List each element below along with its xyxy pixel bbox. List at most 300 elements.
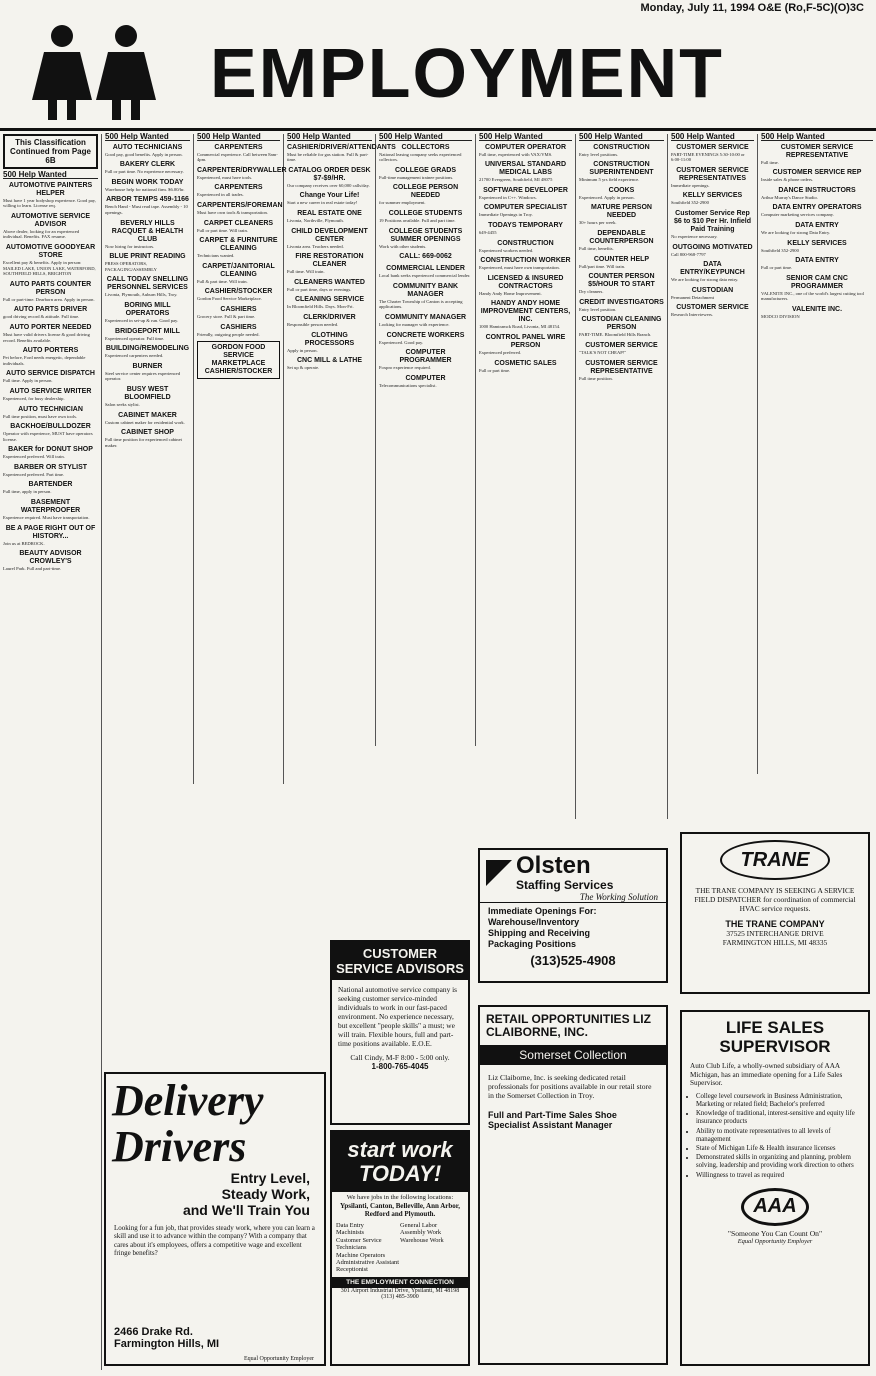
csa-contact: Call Cindy, M-F 8:00 - 5:00 only.: [350, 1053, 450, 1062]
classified-ad: [671, 287, 754, 301]
life-slogan: "Someone You Can Count On": [727, 1228, 823, 1238]
ad-text: Must have own tools & transportation.: [197, 209, 268, 215]
column-5: [376, 134, 476, 746]
ad-title: CLERK/DRIVER: [303, 313, 356, 321]
ad-title: DATA ENTRY: [795, 257, 839, 265]
classified-ad: [579, 204, 664, 226]
ad-title: DATA ENTRY OPERATORS: [772, 204, 862, 212]
ad-list: [479, 144, 572, 374]
ad-title: Change Your Life!: [299, 192, 360, 200]
ad-list: [379, 144, 472, 389]
ad-text: Experienced carpenters needed.: [105, 353, 164, 359]
ad-title: COUNTER HELP: [593, 255, 650, 263]
ad-title: BEVERLY HILLS RACQUET & HEALTH CLUB: [111, 219, 184, 243]
ad-text: Telecommunications specialist.: [379, 382, 437, 388]
trane-name: THE TRANE COMPANY: [725, 919, 825, 929]
ad-title: ARBOR TEMPS 459-1166: [106, 196, 189, 204]
masthead-title: EMPLOYMENT: [210, 34, 724, 112]
classified-ad: [671, 244, 754, 258]
classified-ad: [761, 144, 873, 166]
classified-ad: [105, 253, 190, 272]
classified-ad: [197, 324, 280, 338]
ad-title: HANDY ANDY HOME IMPROVEMENT CENTERS, INC.: [480, 300, 571, 324]
ad-title: SOFTWARE DEVELOPER: [483, 186, 568, 194]
list-item: • Ability to motivate representatives to all levels of management: [696, 1128, 860, 1144]
ad-title: CARPENTERS: [214, 143, 263, 151]
ad-text: Warehouse help for national firm. $6.00/hr.: [105, 186, 185, 192]
ad-text: Work with other students.: [379, 243, 427, 249]
ad-text: Experienced preferred. Will train.: [3, 454, 65, 460]
column-heading: 500 Help Wanted: [3, 172, 98, 179]
ad-text: Steel service center requires experienced operator.: [105, 370, 180, 382]
ad-text: VALENITE INC., one of the world's largest cutting tool manufacturers.: [761, 290, 864, 302]
ad-text: Experienced workers needed.: [479, 247, 534, 253]
classified-ad: [105, 276, 190, 298]
section-header: [0, 0, 876, 132]
ad-text: Full or part time. No experience necessary.: [105, 169, 184, 175]
ad-text: Livonia area. Teachers needed.: [287, 243, 344, 249]
ad-text: Full & part time. Will train.: [197, 278, 248, 284]
classified-ad: [105, 328, 190, 342]
ad-text: Local bank seeks experienced commercial lender.: [379, 273, 471, 279]
ad-title: UNIVERSAL STANDARD MEDICAL LABS: [484, 161, 567, 177]
classified-ad: [579, 299, 664, 313]
column-heading: 500 Help Wanted: [671, 134, 754, 141]
classified-ad: [105, 196, 190, 215]
classified-ad: [379, 265, 472, 279]
classified-ad: [197, 288, 280, 302]
classified-ad: [379, 349, 472, 371]
classified-ad: [105, 302, 190, 324]
classified-ad: [287, 167, 372, 189]
list-item: Machine Operators: [336, 1251, 386, 1259]
list-item: Administrative Assistant: [336, 1259, 400, 1267]
ad-text: 649-4455: [479, 229, 497, 235]
ad-title: CASHIER/STOCKER: [204, 288, 273, 296]
list-item: Immediate Openings For:: [488, 906, 597, 916]
life-bullets: [682, 1090, 868, 1184]
ad-text: Foxpro experience required.: [379, 365, 431, 371]
column-heading: 500 Help Wanted: [761, 134, 873, 141]
classified-ad: [3, 550, 98, 572]
ad-title: AUTO TECHNICIANS: [112, 143, 183, 151]
ad-text: Full time position, must have own tools.: [3, 413, 78, 419]
classified-ad: [379, 375, 472, 389]
classified-ad: [379, 210, 472, 224]
ad-title: COLLECTORS: [401, 143, 450, 151]
olsten-title: Olsten: [516, 852, 591, 879]
ad-title: BE A PAGE RIGHT OUT OF HISTORY...: [5, 524, 96, 540]
ad-title: COMMUNITY BANK MANAGER: [392, 282, 459, 298]
ad-title: BARBER OR STYLIST: [13, 463, 88, 471]
classified-ad: [3, 464, 98, 478]
classified-ad: [287, 332, 372, 354]
ad-title: BASEMENT WATERPROOFER: [20, 499, 81, 515]
ad-text: Experienced, for busy dealership.: [3, 395, 65, 401]
ad-text: 1000 Hamtramck Road, Livonia, MI 48154.: [479, 324, 561, 330]
ad-text: Full or part-time. Dearborn area. Apply in person.: [3, 296, 95, 302]
life-eoe: Equal Opportunity Employer: [737, 1237, 813, 1245]
ad-text: Full time position for experienced cabinet maker.: [105, 437, 182, 448]
ad-title: AUTO PARTS COUNTER PERSON: [9, 280, 92, 296]
olsten-logo-icon: [486, 860, 512, 886]
list-item: Receptionist: [336, 1266, 368, 1274]
list-item: Packaging Positions: [488, 939, 577, 949]
ad-text: Livonia, Northville, Plymouth.: [287, 217, 344, 223]
classified-ad: [105, 412, 190, 426]
ad-text: Southfield 352-2900: [761, 247, 799, 253]
column-1: [0, 134, 102, 1370]
ad-title: BRIDGEPORT MILL: [115, 327, 180, 335]
list-item: Shipping and Receiving: [488, 928, 591, 938]
column-heading: 500 Help Wanted: [579, 134, 664, 141]
classified-ad: [105, 144, 190, 158]
classified-ad: [379, 314, 472, 328]
classified-ad: [3, 499, 98, 521]
delivery-body: Looking for a fun job, that provides steady work, where you can learn a skill and use it to advance within the company? With a company that cares about it's employees, offers a competitive wage and excellent fringe benefits?: [114, 1224, 315, 1258]
classified-ad: [479, 161, 572, 183]
ad-text: Southfield 352-2900: [671, 200, 709, 206]
ad-title: Customer Service Rep $6 to $10 Per Hr. Infield Paid Training: [673, 209, 752, 233]
life-ad: [680, 1010, 870, 1366]
ad-title: CUSTODIAN: [691, 286, 734, 294]
classified-ad: [287, 143, 396, 163]
ad-text: Full/part time. Will train.: [579, 263, 626, 269]
ad-text: Call 800-968-7797: [671, 251, 706, 257]
dateline: Monday, July 11, 1994 O&E (Ro,F-5C)(O)3C: [640, 2, 864, 14]
ad-text: Full or part time. Will train.: [197, 227, 248, 233]
ad-text: Full time position.: [579, 375, 613, 381]
ad-text: PART-TIME EVENINGS 5:30-10:00 or 6:00-11:00: [671, 151, 745, 163]
ad-title: CONSTRUCTION: [593, 143, 650, 151]
trane-ad: [680, 832, 870, 994]
classified-ad: [287, 228, 372, 250]
ad-title: KELLY SERVICES: [787, 239, 847, 247]
trane-addr: 37525 INTERCHANGE DRIVE: [726, 929, 824, 938]
olsten-tag: The Working Solution: [480, 892, 666, 903]
trane-city: FARMINGTON HILLS, MI 48335: [722, 938, 828, 947]
startwork-phone: (313) 485-3900: [381, 1293, 419, 1300]
classified-ad: [379, 253, 472, 261]
ad-text: good driving record & attitude. Full time.: [3, 314, 80, 320]
ad-text: Full time.: [761, 159, 779, 165]
classified-ad: [379, 167, 472, 181]
ad-title: CUSTOMER SERVICE: [676, 143, 749, 151]
header-rule: [0, 128, 876, 131]
ad-text: Start a new career in real estate today!: [287, 200, 358, 206]
classified-ad: [197, 201, 283, 216]
ad-text: We are looking for strong Data Entry.: [761, 229, 831, 235]
delivery-tag1: Entry Level,: [230, 1170, 310, 1186]
classified-ad: [761, 275, 873, 302]
classified-ad: [579, 187, 664, 201]
ad-text: Dry cleaners.: [579, 289, 604, 295]
ad-text: Inside sales & phone orders.: [761, 177, 814, 183]
ad-title: COLLEGE PERSON NEEDED: [392, 184, 459, 200]
ad-text: Minimum 5 yrs field experience.: [579, 177, 640, 183]
classified-ad: [3, 244, 98, 277]
ad-title: CABINET MAKER: [118, 411, 177, 419]
classified-ad: [761, 187, 873, 201]
ad-text: Must be reliable for gas station. Full & part-time.: [287, 151, 369, 163]
list-item: Warehouse/Inventory: [488, 917, 580, 927]
startwork-addr: 301 Airport Industrial Drive, Ypsilanti, MI 48198: [340, 1287, 460, 1294]
ad-text: Experienced operator. Full time.: [105, 335, 165, 341]
ad-title: AUTO SERVICE DISPATCH: [6, 370, 95, 378]
ad-text: Experienced. Apply in person.: [579, 194, 635, 200]
ad-text: Full or part time.: [479, 367, 511, 373]
employment-figures-icon: [22, 22, 192, 122]
delivery-tag2: Steady Work,: [221, 1186, 310, 1202]
column-8: [668, 134, 758, 774]
list-item: General Labor: [400, 1222, 438, 1229]
classified-ad: [579, 342, 664, 356]
column-heading: 500 Help Wanted: [479, 134, 572, 141]
ad-text: Above dealer, looking for an experienced individual. Benefits. FAX resume.: [3, 228, 80, 240]
classified-ad: [671, 167, 754, 189]
ad-text: Immediate openings.: [671, 182, 710, 188]
ad-title: COMPUTER OPERATOR: [484, 143, 567, 151]
ad-text: Operator with experience, MUST have operators license.: [3, 431, 93, 442]
ad-text: Full time. Apply in person.: [3, 378, 53, 384]
ad-text: Laurel Park. Full and part-time.: [3, 566, 62, 572]
aaa-logo: AAA: [741, 1188, 809, 1226]
life-body: Auto Club Life, a wholly-owned subsidiary of AAA Michigan, has an immediate opening for a Life Sales Supervisor.: [690, 1062, 843, 1088]
classified-ad: [579, 273, 664, 295]
list-item: Warehouse Work: [400, 1236, 444, 1244]
ad-title: CONCRETE WORKERS: [386, 331, 465, 339]
classified-ad: [287, 314, 372, 328]
ad-title: FIRE RESTORATION CLEANER: [295, 253, 364, 269]
ad-text: Immediate Openings in Troy.: [479, 212, 533, 218]
ad-title: CONSTRUCTION WORKER: [480, 257, 571, 265]
classified-ad: [3, 388, 98, 402]
classified-ad: [761, 306, 873, 320]
classified-ad: [3, 481, 98, 495]
ad-title: CUSTOMER SERVICE REP: [772, 169, 862, 177]
ad-text: No experience necessary.: [671, 233, 718, 239]
classified-ad: [479, 187, 572, 201]
classified-ad: [287, 279, 372, 293]
ad-title: COMMUNITY MANAGER: [384, 313, 467, 321]
classified-ad: [197, 220, 280, 234]
ad-text: Good pay, good benefits. Apply in person.: [105, 151, 183, 157]
ad-title: CLEANING SERVICE: [294, 296, 365, 304]
ad-text: MODCO DIVISION: [761, 313, 800, 319]
ad-text: Must have 1 year bodyshop experience. Good pay, willing to learn. License req.: [3, 197, 96, 209]
ad-title: DATA ENTRY/KEYPUNCH: [680, 261, 745, 277]
ad-text: We are looking for strong data entry.: [671, 277, 739, 283]
ad-title: BEAUTY ADVISOR CROWLEY'S: [19, 550, 82, 566]
trane-logo: TRANE: [720, 840, 830, 880]
liz-body: Liz Claiborne, Inc. is seeking dedicated retail professionals for positions available in our retail store in the Somerset Collection in Troy.: [488, 1073, 652, 1100]
gordon-title: GORDON FOOD SERVICE MARKETPLACE: [211, 344, 266, 368]
ad-title: CLOTHING PROCESSORS: [304, 331, 355, 347]
classified-ad: [3, 423, 98, 442]
classified-ad: [3, 324, 98, 343]
list-item: Machinists: [336, 1229, 365, 1237]
classified-ad: [105, 179, 190, 193]
liz-roles: Full and Part-Time Sales Shoe Specialist Assistant Manager: [488, 1110, 617, 1130]
classified-ad: [579, 256, 664, 270]
ad-text: Handy Andy Home Improvement.: [479, 290, 542, 296]
ad-title: COLLEGE STUDENTS SUMMER OPENINGS: [388, 227, 463, 243]
ad-text: Research Interviewers.: [671, 312, 714, 318]
ad-text: 21700 Evergreen, Southfield, MI 48075: [479, 177, 553, 183]
ad-text: Gordon Food Service Marketplace.: [197, 296, 262, 302]
classified-ad: [761, 257, 873, 271]
column-7: [576, 134, 668, 819]
ad-title: CUSTOMER SERVICE: [585, 341, 658, 349]
ad-title: COOKS: [608, 186, 635, 194]
ad-title: COMPUTER: [405, 374, 446, 382]
ad-title: COMPUTER SPECIALIST: [483, 204, 568, 212]
ad-title: VALENITE INC.: [791, 305, 843, 313]
olsten-phone: (313)525-4908: [530, 953, 616, 968]
ad-title: MATURE PERSON NEEDED: [591, 204, 652, 220]
ad-title: CALL TODAY SNELLING PERSONNEL SERVICES: [106, 276, 189, 292]
ad-text: Bench Hand - Must read tape. Assembly - 10 openings.: [105, 204, 188, 215]
classified-ad: [379, 184, 472, 206]
classified-ad: [287, 192, 372, 206]
ad-title: CASHIERS: [220, 323, 257, 331]
ad-title: CARPET & FURNITURE CLEANING: [199, 237, 278, 253]
classified-ad: [105, 161, 190, 175]
ad-text: Full or part time, days or evenings.: [287, 286, 352, 292]
ad-list: [197, 143, 287, 338]
ad-text: Experienced. Good pay.: [379, 339, 424, 345]
column-6: [476, 134, 576, 819]
classified-ad: [479, 144, 572, 158]
startwork-ad: [330, 1130, 470, 1366]
classified-ad: [479, 300, 572, 330]
classified-ad: [761, 204, 873, 218]
ad-title: LICENSED & INSURED CONTRACTORS: [487, 274, 564, 290]
ad-title: DANCE INSTRUCTORS: [778, 186, 856, 194]
classified-ad: [3, 525, 98, 547]
ad-text: National leasing company seeks experienced collectors.: [379, 151, 462, 163]
classified-ad: [671, 261, 754, 283]
ad-title: BARTENDER: [28, 481, 73, 489]
ad-title: BAKER for DONUT SHOP: [8, 446, 93, 454]
ad-text: "TALK'S NOT CHEAP!": [579, 349, 627, 355]
classified-ad: [761, 240, 873, 254]
startwork-right: [400, 1222, 464, 1274]
ad-title: CUSTODIAN CLEANING PERSON: [581, 316, 662, 332]
ad-title: CUSTOMER SERVICE REPRESENTATIVE: [585, 359, 658, 375]
ad-title: BUILDING/REMODELING: [105, 345, 190, 353]
ad-text: Experienced preferred.: [479, 349, 522, 355]
list-item: • Willingness to travel as required: [696, 1172, 860, 1180]
ad-title: AUTO PARTS DRIVER: [13, 306, 88, 314]
ad-title: CARPET CLEANERS: [203, 219, 274, 227]
ad-title: CREDIT INVESTIGATORS: [579, 298, 664, 306]
classified-ad: [761, 169, 873, 183]
ad-list: [761, 144, 873, 320]
classified-ad: [671, 144, 754, 163]
gordon-subtitle: CASHIER/STOCKER: [204, 368, 273, 376]
ad-text: Now hiring for instructors.: [105, 243, 155, 249]
ad-text: PART-TIME. Bloomfield Hills Branch.: [579, 332, 652, 338]
ad-text: Responsible person needed.: [287, 321, 339, 327]
classified-ad: [479, 334, 572, 356]
startwork-locs: Ypsilanti, Canton, Belleville, Ann Arbor, Redford and Plymouth.: [339, 1202, 461, 1218]
ad-title: CASHIERS: [220, 305, 257, 313]
classified-ad: [671, 210, 754, 240]
olsten-lines: [480, 903, 666, 953]
ad-text: PRESS OPERATORS, PACKAGING/ASSEMBLY: [105, 261, 157, 272]
classified-ad: [287, 210, 372, 224]
classified-ad: [671, 192, 754, 206]
classified-ad: [479, 275, 572, 297]
ad-text: Livonia, Plymouth, Auburn Hills, Troy.: [105, 292, 178, 298]
classified-ad: [197, 306, 280, 320]
classified-ad: [379, 144, 472, 163]
ad-text: Arthur Murray's Dance Studio.: [761, 194, 818, 200]
list-item: Assembly Work: [400, 1229, 442, 1237]
ad-title: CLEANERS WANTED: [294, 278, 365, 286]
classified-ad: [579, 161, 664, 183]
ad-text: Excellent pay & benefits. Apply in person: MAILED LAKE, UNION LAKE, WATERFORD, SOUTHFIELD HILLS, BRIGHTON: [3, 259, 96, 277]
delivery-eoe: Equal Opportunity Employer: [244, 1356, 314, 1362]
ad-text: Commercial experience. Call between 8am-4pm.: [197, 151, 278, 163]
delivery-tag3: and We'll Train You: [182, 1202, 310, 1218]
ad-title: CUSTOMER SERVICE REPRESENTATIVES: [676, 166, 749, 182]
column-heading: 500 Help Wanted: [105, 134, 190, 141]
csa-title: CUSTOMER SERVICE ADVISORS: [332, 942, 468, 980]
ad-title: CATALOG ORDER DESK $7-$9/HR.: [288, 166, 371, 182]
startwork-left: [336, 1222, 400, 1274]
ad-text: for summer employment.: [379, 200, 426, 206]
list-item: • Knowledge of traditional, interest-sensitive and equity life insurance products: [696, 1110, 860, 1126]
csa-phone: 1-800-765-4045: [371, 1062, 429, 1071]
ad-title: COMPUTER PROGRAMMER: [399, 349, 452, 365]
classified-ad: [579, 316, 664, 338]
startwork-intro: We have jobs in the following locations:: [346, 1194, 454, 1201]
ad-title: CARPENTER/DRYWALLER: [197, 166, 287, 174]
startwork-title: start work TODAY!: [332, 1132, 468, 1192]
csa-body: National automotive service company is seeking customer service-minded individuals to work in our fast-paced environment. No experience necessary, but excellent "people skills" a must; we will train. Flexible hours, full and part-time positions available. E.O.E.: [338, 985, 458, 1048]
ad-text: Experienced in all trades.: [197, 192, 244, 198]
liz-sub: Somerset Collection: [480, 1045, 666, 1065]
ad-text: Set up & operate.: [287, 365, 320, 371]
ad-title: CUSTOMER SERVICE REPRESENTATIVE: [780, 143, 854, 159]
ad-title: AUTOMOTIVE SERVICE ADVISOR: [10, 212, 91, 228]
ad-text: Custom cabinet maker for residential work.: [105, 419, 185, 425]
delivery-city: Farmington Hills, MI: [114, 1338, 220, 1350]
classified-ad: [197, 144, 280, 163]
classified-ad: [479, 360, 572, 374]
ad-text: Full time, experienced with VAX/VMS.: [479, 151, 553, 157]
classified-ad: [579, 360, 664, 382]
ad-text: Experienced in set-up & run. Good pay.: [105, 317, 179, 323]
ad-title: CONSTRUCTION SUPERINTENDENT: [589, 161, 654, 177]
classified-ad: [105, 386, 190, 408]
ad-title: DEPENDABLE COUNTERPERSON: [589, 229, 654, 245]
olsten-ad: [478, 848, 668, 983]
csa-ad: [330, 940, 470, 1125]
ad-text: Full or part time.: [761, 265, 793, 271]
delivery-addr: 2466 Drake Rd.: [114, 1326, 193, 1338]
classified-ad: [479, 257, 572, 271]
ad-list: [287, 143, 396, 371]
ad-text: Looking for manager with experience.: [379, 321, 450, 327]
classified-ad: [3, 446, 98, 460]
ad-list: [105, 144, 190, 449]
ad-title: CARPET/JANITORIAL CLEANING: [202, 262, 275, 278]
ad-title: BURNER: [132, 362, 163, 370]
list-item: Technicians: [336, 1244, 367, 1252]
